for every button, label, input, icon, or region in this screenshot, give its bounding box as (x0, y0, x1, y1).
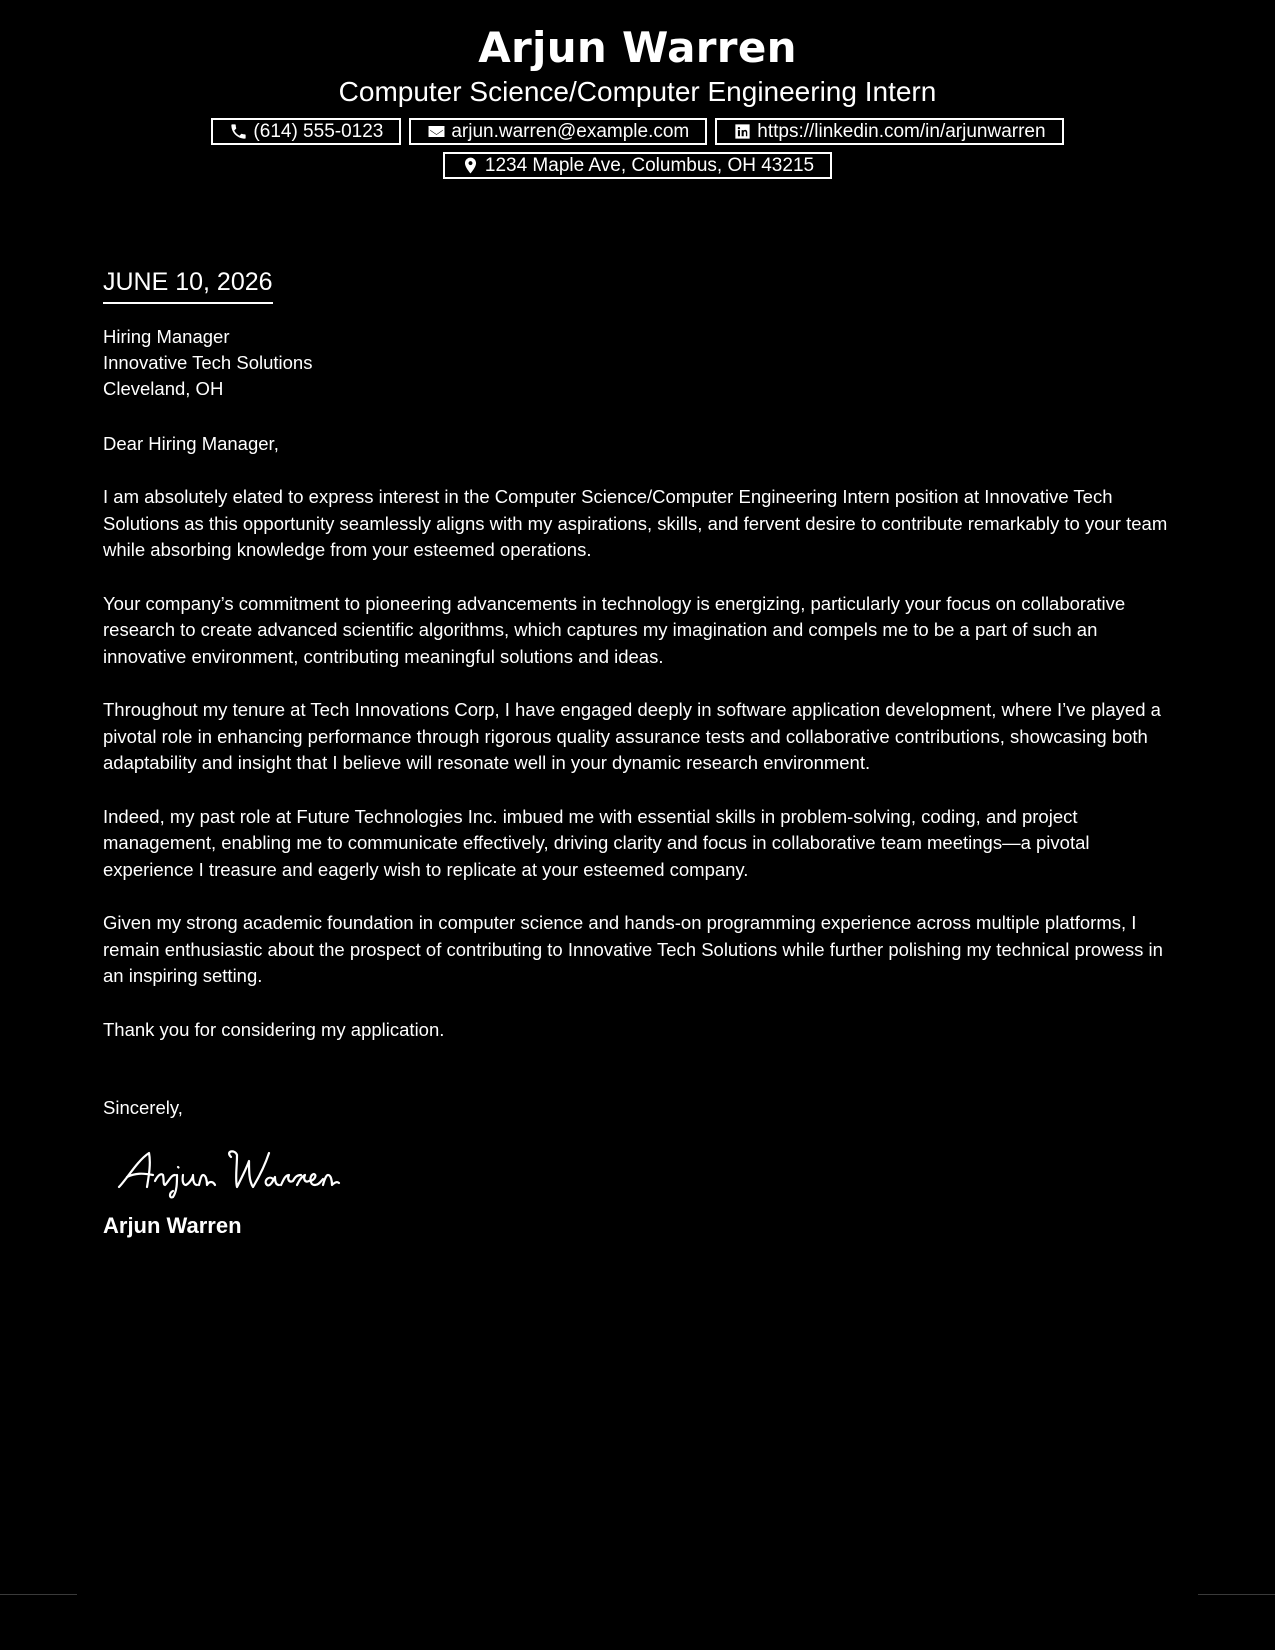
recipient-name: Hiring Manager (103, 326, 230, 347)
body-paragraph: Throughout my tenure at Tech Innovations Corp, I have engaged deeply in software application development, where I’ve played a pivotal role in enhancing performance through rigorous quality assurance tests and collaborative contributions, showcasing both adaptability and insight that I believe will resonate well in your dynamic research environment. (103, 699, 1161, 773)
letter-header (0, 22, 1275, 179)
address-chip[interactable] (443, 152, 832, 179)
body-paragraph: Thank you for considering my application. (103, 1018, 445, 1040)
email-chip[interactable] (409, 118, 707, 145)
applicant-name: Arjun Warren (478, 23, 797, 72)
body-paragraph: Given my strong academic foundation in computer science and hands-on programming experience across multiple platforms, I remain enthusiastic about the prospect of contributing to Innovative Tech Solutions while further polishing my technical prowess in an inspiring setting. (103, 912, 1163, 986)
map-pin-icon (461, 156, 480, 175)
envelope-icon (427, 122, 446, 141)
body-paragraph: I am absolutely elated to express interest in the Computer Science/Computer Engineering Intern position at Innovative Tech Solutions as this opportunity seamlessly aligns with my aspirations, skills, and fervent desire to contribute remarkably to your team while absorbing knowledge from your esteemed operations. (103, 486, 1168, 560)
body-paragraph: Indeed, my past role at Future Technologies Inc. imbued me with essential skills in problem-solving, coding, and project management, enabling me to communicate effectively, driving clarity and focus in collaborative team meetings—a pivotal experience I treasure and eagerly wish to replicate at your esteemed company. (103, 805, 1090, 880)
salutation: Dear Hiring Manager, (103, 433, 279, 454)
signer-name: Arjun Warren (103, 1213, 242, 1238)
body-paragraph: Your company’s commitment to pioneering advancements in technology is energizing, particularly your focus on collaborative research to create advanced scientific algorithms, which captures my imagination and compels me to be a part of such an innovative environment, contributing meaningful solutions and ideas. (103, 592, 1126, 667)
contact-row-primary (0, 118, 1275, 145)
phone-icon (229, 122, 248, 141)
recipient-company: Innovative Tech Solutions (103, 352, 313, 373)
signature-image (111, 1141, 371, 1201)
linkedin-text: https://linkedin.com/in/arjunwarren (757, 121, 1046, 142)
handwritten-signature (111, 1141, 1178, 1201)
contact-row-secondary (0, 152, 1275, 179)
email-text: arjun.warren@example.com (451, 121, 690, 142)
linkedin-icon (733, 122, 752, 141)
letter-body (103, 266, 1178, 1241)
closing: Sincerely, (103, 1097, 183, 1118)
address-text: 1234 Maple Ave, Columbus, OH 43215 (484, 155, 815, 176)
footer-rule-left (0, 1594, 77, 1595)
letter-date: JUNE 10, 2026 (103, 266, 273, 304)
linkedin-chip[interactable] (715, 118, 1063, 145)
recipient-location: Cleveland, OH (103, 378, 224, 399)
recipient-block (103, 324, 1178, 402)
phone-chip[interactable] (211, 118, 401, 145)
footer-rule-right (1198, 1594, 1275, 1595)
phone-text: (614) 555-0123 (253, 121, 384, 142)
applicant-title: Computer Science/Computer Engineering Intern (338, 76, 937, 107)
